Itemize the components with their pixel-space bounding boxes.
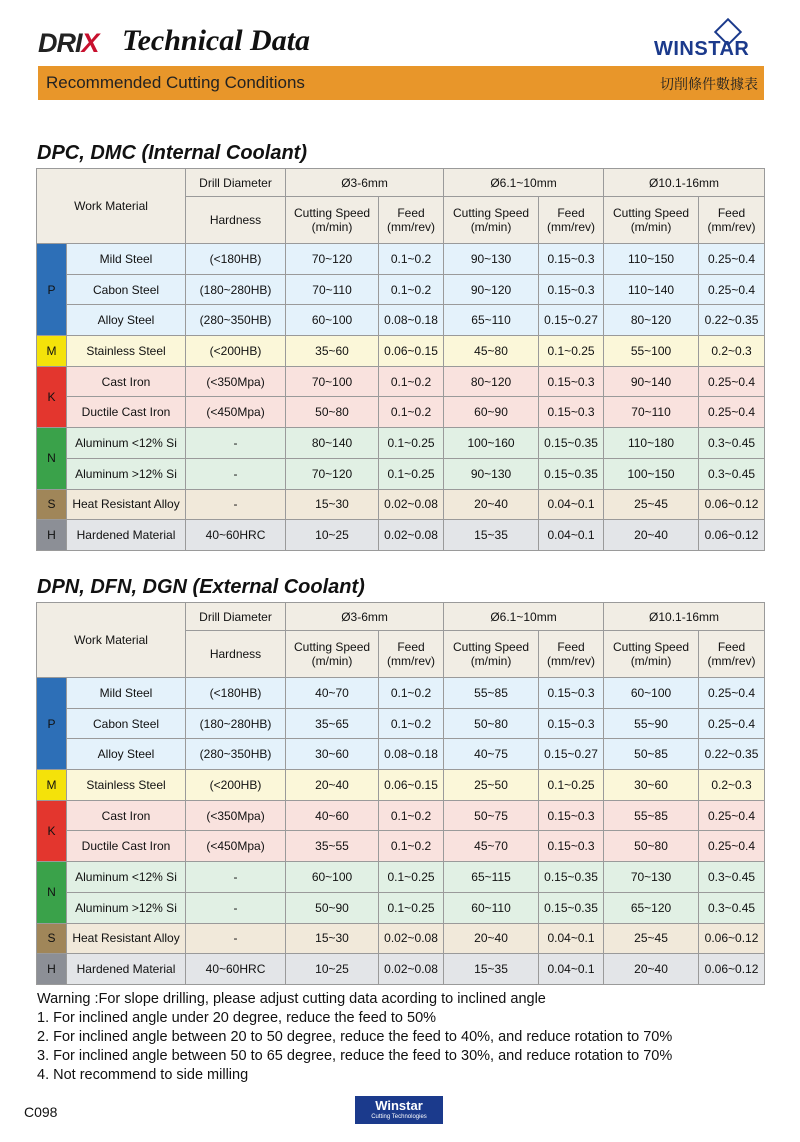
cutting-speed-label: Cutting Speed <box>613 640 690 654</box>
feed-unit: (mm/rev) <box>387 220 436 234</box>
feed-value: 0.15~0.35 <box>539 458 604 489</box>
cutting-speed-value: 65~120 <box>604 892 699 923</box>
feed-value: 0.02~0.08 <box>379 520 444 551</box>
feed-value: 0.15~0.3 <box>539 244 604 275</box>
feed-value: 0.3~0.45 <box>699 458 765 489</box>
material-category-badge: H <box>37 954 67 985</box>
cutting-speed-label: Cutting Speed <box>453 640 530 654</box>
material-name: Cabon Steel <box>67 274 186 305</box>
hardness-header: Hardness <box>186 197 286 244</box>
cutting-speed-value: 80~120 <box>604 305 699 336</box>
hardness-value: - <box>186 923 286 954</box>
hardness-value: - <box>186 892 286 923</box>
diameter-header: Ø10.1-16mm <box>604 603 765 631</box>
cutting-speed-unit: (m/min) <box>630 654 672 668</box>
cutting-speed-value: 15~35 <box>444 520 539 551</box>
cutting-speed-value: 15~30 <box>286 489 379 520</box>
table-row <box>37 678 765 709</box>
cutting-speed-value: 55~100 <box>604 336 699 367</box>
feed-value: 0.25~0.4 <box>699 678 765 709</box>
cutting-speed-value: 50~85 <box>604 739 699 770</box>
cutting-speed-value: 15~35 <box>444 954 539 985</box>
feed-value: 0.08~0.18 <box>379 305 444 336</box>
feed-unit: (mm/rev) <box>547 220 596 234</box>
table-row <box>37 244 765 275</box>
hardness-value: (<180HB) <box>186 244 286 275</box>
feed-value: 0.1~0.2 <box>379 831 444 862</box>
material-name: Hardened Material <box>67 954 186 985</box>
feed-value: 0.15~0.35 <box>539 862 604 893</box>
diameter-header: Ø6.1~10mm <box>444 169 604 197</box>
cutting-speed-value: 90~140 <box>604 366 699 397</box>
feed-unit: (mm/rev) <box>707 220 756 234</box>
hardness-value: - <box>186 428 286 459</box>
cutting-speed-value: 15~30 <box>286 923 379 954</box>
material-category-badge: K <box>37 366 67 427</box>
drill-diameter-header: Drill Diameter <box>186 169 286 197</box>
feed-header <box>699 631 765 678</box>
drill-diameter-header: Drill Diameter <box>186 603 286 631</box>
cutting-speed-value: 55~90 <box>604 708 699 739</box>
diameter-header: Ø3-6mm <box>286 169 444 197</box>
feed-label: Feed <box>717 206 746 220</box>
cutting-table-internal-coolant <box>36 168 765 551</box>
feed-value: 0.04~0.1 <box>539 954 604 985</box>
note-item: 3. For inclined angle between 50 to 65 degree, reduce the feed to 30%, and reduce rotation to 70% <box>37 1048 673 1064</box>
feed-value: 0.15~0.3 <box>539 366 604 397</box>
cutting-speed-value: 35~55 <box>286 831 379 862</box>
cutting-speed-value: 110~180 <box>604 428 699 459</box>
feed-value: 0.25~0.4 <box>699 708 765 739</box>
hardness-value: - <box>186 862 286 893</box>
cutting-speed-header <box>286 197 379 244</box>
cutting-speed-value: 65~110 <box>444 305 539 336</box>
feed-value: 0.06~0.15 <box>379 770 444 801</box>
feed-value: 0.1~0.25 <box>539 770 604 801</box>
feed-unit: (mm/rev) <box>387 654 436 668</box>
cutting-speed-value: 55~85 <box>444 678 539 709</box>
cutting-speed-value: 40~75 <box>444 739 539 770</box>
cutting-speed-value: 30~60 <box>604 770 699 801</box>
table-row <box>37 954 765 985</box>
table-row <box>37 489 765 520</box>
table-row <box>37 739 765 770</box>
hardness-value: (<200HB) <box>186 770 286 801</box>
material-category-badge: M <box>37 770 67 801</box>
feed-header <box>379 631 444 678</box>
diameter-header: Ø10.1-16mm <box>604 169 765 197</box>
cutting-speed-value: 60~100 <box>604 678 699 709</box>
feed-value: 0.1~0.25 <box>539 336 604 367</box>
cutting-speed-value: 110~140 <box>604 274 699 305</box>
cutting-speed-value: 45~70 <box>444 831 539 862</box>
feed-value: 0.04~0.1 <box>539 520 604 551</box>
cutting-speed-value: 90~130 <box>444 458 539 489</box>
cutting-speed-value: 100~160 <box>444 428 539 459</box>
table-row <box>37 892 765 923</box>
winstar-logo: WINSTAR <box>654 26 764 60</box>
feed-value: 0.25~0.4 <box>699 274 765 305</box>
warning-notes <box>37 990 672 1085</box>
feed-value: 0.1~0.25 <box>379 862 444 893</box>
cutting-speed-value: 70~110 <box>604 397 699 428</box>
cutting-speed-value: 110~150 <box>604 244 699 275</box>
feed-value: 0.15~0.35 <box>539 892 604 923</box>
table-row <box>37 520 765 551</box>
feed-value: 0.08~0.18 <box>379 739 444 770</box>
drix-logo: DRIX <box>38 28 99 58</box>
warning-text: Warning :For slope drilling, please adjust cutting data acording to inclined angle <box>37 991 546 1007</box>
cutting-speed-value: 10~25 <box>286 520 379 551</box>
page-title: Technical Data <box>122 24 311 57</box>
material-name: Heat Resistant Alloy <box>67 489 186 520</box>
feed-unit: (mm/rev) <box>707 654 756 668</box>
material-category-badge: M <box>37 336 67 367</box>
cutting-speed-value: 100~150 <box>604 458 699 489</box>
material-category-badge: H <box>37 520 67 551</box>
cutting-speed-value: 70~120 <box>286 458 379 489</box>
feed-value: 0.1~0.25 <box>379 892 444 923</box>
cutting-speed-header <box>604 631 699 678</box>
material-category-badge: K <box>37 800 67 861</box>
cutting-speed-header <box>286 631 379 678</box>
cutting-speed-label: Cutting Speed <box>293 640 371 654</box>
feed-value: 0.06~0.15 <box>379 336 444 367</box>
hardness-value: - <box>186 489 286 520</box>
hardness-value: (280~350HB) <box>186 305 286 336</box>
cutting-speed-value: 35~65 <box>286 708 379 739</box>
material-name: Aluminum <12% Si <box>67 428 186 459</box>
hardness-value: (180~280HB) <box>186 274 286 305</box>
feed-label: Feed <box>717 640 746 654</box>
cutting-speed-value: 50~80 <box>604 831 699 862</box>
table-row <box>37 336 765 367</box>
feed-value: 0.2~0.3 <box>699 336 765 367</box>
hardness-value: (<450Mpa) <box>186 831 286 862</box>
diameter-header: Ø3-6mm <box>286 603 444 631</box>
cutting-speed-value: 60~100 <box>286 862 379 893</box>
cutting-speed-value: 65~115 <box>444 862 539 893</box>
cutting-speed-value: 25~50 <box>444 770 539 801</box>
table-row <box>37 428 765 459</box>
feed-value: 0.1~0.2 <box>379 800 444 831</box>
cutting-speed-value: 50~90 <box>286 892 379 923</box>
table-row <box>37 800 765 831</box>
feed-label: Feed <box>557 640 585 654</box>
work-material-header: Work Material <box>37 169 186 244</box>
material-name: Aluminum >12% Si <box>67 892 186 923</box>
material-name: Alloy Steel <box>67 739 186 770</box>
table-row <box>37 708 765 739</box>
feed-value: 0.15~0.3 <box>539 397 604 428</box>
feed-value: 0.06~0.12 <box>699 489 765 520</box>
feed-value: 0.15~0.3 <box>539 678 604 709</box>
work-material-header: Work Material <box>37 603 186 678</box>
note-item: 2. For inclined angle between 20 to 50 degree, reduce the feed to 40%, and reduce rotation to 70% <box>37 1029 673 1045</box>
feed-value: 0.15~0.3 <box>539 831 604 862</box>
cutting-speed-label: Cutting Speed <box>613 206 690 220</box>
cutting-speed-label: Cutting Speed <box>293 206 371 220</box>
cutting-speed-value: 90~120 <box>444 274 539 305</box>
cutting-speed-value: 20~40 <box>444 489 539 520</box>
feed-value: 0.25~0.4 <box>699 397 765 428</box>
table-row <box>37 305 765 336</box>
cutting-speed-value: 60~110 <box>444 892 539 923</box>
material-name: Stainless Steel <box>67 336 186 367</box>
hardness-value: - <box>186 458 286 489</box>
feed-header <box>379 197 444 244</box>
cutting-speed-value: 10~25 <box>286 954 379 985</box>
feed-value: 0.15~0.3 <box>539 274 604 305</box>
cutting-speed-value: 80~120 <box>444 366 539 397</box>
table-row <box>37 923 765 954</box>
hardness-value: (<350Mpa) <box>186 800 286 831</box>
cutting-table-external-coolant <box>36 602 765 985</box>
feed-value: 0.1~0.2 <box>379 274 444 305</box>
material-category-badge: P <box>37 244 67 336</box>
hardness-value: (<200HB) <box>186 336 286 367</box>
feed-value: 0.04~0.1 <box>539 923 604 954</box>
feed-value: 0.15~0.35 <box>539 428 604 459</box>
hardness-value: (<450Mpa) <box>186 397 286 428</box>
table-title-external-coolant: DPN, DFN, DGN (External Coolant) <box>37 576 365 598</box>
feed-value: 0.15~0.3 <box>539 800 604 831</box>
cutting-speed-value: 70~100 <box>286 366 379 397</box>
note-item: 4. Not recommend to side milling <box>37 1067 249 1083</box>
feed-unit: (mm/rev) <box>547 654 596 668</box>
cutting-speed-value: 40~70 <box>286 678 379 709</box>
note-item: 1. For inclined angle under 20 degree, reduce the feed to 50% <box>37 1010 437 1026</box>
table-title-internal-coolant: DPC, DMC (Internal Coolant) <box>37 142 307 164</box>
hardness-value: (<180HB) <box>186 678 286 709</box>
feed-value: 0.22~0.35 <box>699 305 765 336</box>
material-name: Hardened Material <box>67 520 186 551</box>
material-name: Alloy Steel <box>67 305 186 336</box>
cutting-speed-value: 70~130 <box>604 862 699 893</box>
feed-value: 0.25~0.4 <box>699 831 765 862</box>
feed-value: 0.1~0.25 <box>379 458 444 489</box>
feed-value: 0.25~0.4 <box>699 244 765 275</box>
feed-value: 0.1~0.2 <box>379 708 444 739</box>
cutting-speed-unit: (m/min) <box>311 654 353 668</box>
cutting-speed-value: 20~40 <box>604 954 699 985</box>
cutting-speed-header <box>444 631 539 678</box>
table-row <box>37 366 765 397</box>
cutting-speed-label: Cutting Speed <box>453 206 530 220</box>
table-row <box>37 458 765 489</box>
cutting-speed-header <box>444 197 539 244</box>
page-header <box>36 22 764 66</box>
page-number: C098 <box>24 1104 58 1120</box>
cutting-speed-value: 20~40 <box>444 923 539 954</box>
feed-value: 0.25~0.4 <box>699 800 765 831</box>
banner-title-chinese: 切削條件數據表 <box>660 76 758 92</box>
cutting-speed-value: 25~45 <box>604 923 699 954</box>
feed-value: 0.1~0.2 <box>379 678 444 709</box>
feed-value: 0.02~0.08 <box>379 923 444 954</box>
hardness-header: Hardness <box>186 631 286 678</box>
hardness-value: 40~60HRC <box>186 954 286 985</box>
hardness-value: (180~280HB) <box>186 708 286 739</box>
feed-value: 0.02~0.08 <box>379 954 444 985</box>
material-name: Heat Resistant Alloy <box>67 923 186 954</box>
cutting-speed-value: 90~130 <box>444 244 539 275</box>
cutting-speed-value: 20~40 <box>286 770 379 801</box>
cutting-speed-value: 50~75 <box>444 800 539 831</box>
feed-value: 0.15~0.27 <box>539 739 604 770</box>
feed-value: 0.1~0.2 <box>379 366 444 397</box>
material-category-badge: N <box>37 428 67 489</box>
material-category-badge: S <box>37 489 67 520</box>
cutting-speed-value: 50~80 <box>286 397 379 428</box>
cutting-speed-value: 60~100 <box>286 305 379 336</box>
feed-value: 0.3~0.45 <box>699 428 765 459</box>
feed-value: 0.3~0.45 <box>699 862 765 893</box>
feed-value: 0.2~0.3 <box>699 770 765 801</box>
cutting-speed-value: 50~80 <box>444 708 539 739</box>
cutting-speed-value: 35~60 <box>286 336 379 367</box>
cutting-speed-unit: (m/min) <box>311 220 353 234</box>
feed-value: 0.15~0.3 <box>539 708 604 739</box>
material-name: Aluminum <12% Si <box>67 862 186 893</box>
cutting-speed-unit: (m/min) <box>470 220 512 234</box>
feed-value: 0.04~0.1 <box>539 489 604 520</box>
table-row <box>37 831 765 862</box>
feed-value: 0.1~0.2 <box>379 244 444 275</box>
feed-label: Feed <box>397 640 425 654</box>
feed-header <box>539 631 604 678</box>
material-name: Mild Steel <box>67 678 186 709</box>
table-row <box>37 862 765 893</box>
table-row <box>37 770 765 801</box>
material-name: Stainless Steel <box>67 770 186 801</box>
cutting-speed-value: 30~60 <box>286 739 379 770</box>
material-name: Ductile Cast Iron <box>67 397 186 428</box>
cutting-speed-value: 25~45 <box>604 489 699 520</box>
feed-value: 0.06~0.12 <box>699 923 765 954</box>
cutting-speed-value: 40~60 <box>286 800 379 831</box>
feed-value: 0.3~0.45 <box>699 892 765 923</box>
material-name: Cast Iron <box>67 366 186 397</box>
cutting-speed-value: 70~120 <box>286 244 379 275</box>
footer-logo: Winstar Cutting Technologies <box>355 1096 443 1124</box>
cutting-speed-unit: (m/min) <box>630 220 672 234</box>
feed-value: 0.15~0.27 <box>539 305 604 336</box>
material-name: Cast Iron <box>67 800 186 831</box>
feed-value: 0.1~0.2 <box>379 397 444 428</box>
section-banner <box>38 66 764 100</box>
feed-label: Feed <box>397 206 425 220</box>
banner-title: Recommended Cutting Conditions <box>46 73 305 92</box>
cutting-speed-value: 45~80 <box>444 336 539 367</box>
feed-value: 0.06~0.12 <box>699 954 765 985</box>
diameter-header: Ø6.1~10mm <box>444 603 604 631</box>
cutting-speed-value: 20~40 <box>604 520 699 551</box>
material-category-badge: S <box>37 923 67 954</box>
cutting-speed-unit: (m/min) <box>470 654 512 668</box>
cutting-speed-value: 80~140 <box>286 428 379 459</box>
feed-value: 0.22~0.35 <box>699 739 765 770</box>
material-name: Mild Steel <box>67 244 186 275</box>
material-name: Ductile Cast Iron <box>67 831 186 862</box>
feed-label: Feed <box>557 206 585 220</box>
feed-value: 0.06~0.12 <box>699 520 765 551</box>
hardness-value: (<350Mpa) <box>186 366 286 397</box>
cutting-speed-value: 70~110 <box>286 274 379 305</box>
cutting-speed-value: 60~90 <box>444 397 539 428</box>
feed-header <box>539 197 604 244</box>
feed-value: 0.1~0.25 <box>379 428 444 459</box>
material-name: Cabon Steel <box>67 708 186 739</box>
feed-value: 0.02~0.08 <box>379 489 444 520</box>
material-category-badge: P <box>37 678 67 770</box>
feed-header <box>699 197 765 244</box>
cutting-speed-header <box>604 197 699 244</box>
hardness-value: 40~60HRC <box>186 520 286 551</box>
material-category-badge: N <box>37 862 67 923</box>
table-row <box>37 397 765 428</box>
feed-value: 0.25~0.4 <box>699 366 765 397</box>
cutting-speed-value: 55~85 <box>604 800 699 831</box>
hardness-value: (280~350HB) <box>186 739 286 770</box>
material-name: Aluminum >12% Si <box>67 458 186 489</box>
table-row <box>37 274 765 305</box>
